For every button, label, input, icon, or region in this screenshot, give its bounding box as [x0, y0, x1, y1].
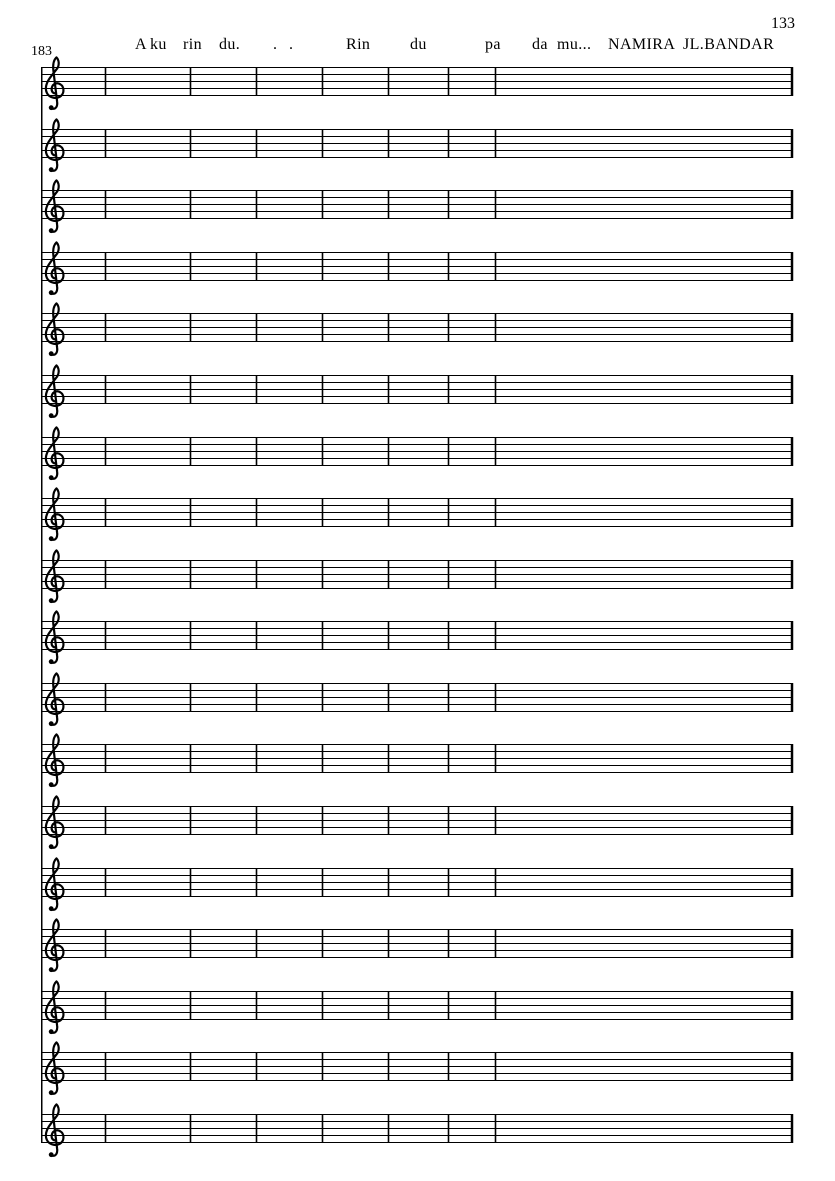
lyric-syllable: mu...: [557, 36, 592, 53]
staff: [41, 981, 793, 1034]
lyric-syllable: A: [135, 36, 147, 53]
treble-clef-icon: [46, 796, 64, 849]
staff: [41, 611, 793, 664]
staff: [41, 57, 793, 110]
lyric-syllable: rin: [183, 36, 202, 53]
staff: [41, 303, 793, 356]
staff: [41, 488, 793, 541]
lyric-syllable: Rin: [346, 36, 371, 53]
staff: [41, 796, 793, 849]
staff: [41, 180, 793, 233]
treble-clef-icon: [46, 919, 64, 972]
staff: [41, 858, 793, 911]
treble-clef-icon: [46, 550, 64, 603]
measure-number: 183: [31, 44, 52, 59]
lyric-syllable: .: [273, 36, 278, 53]
staff: [41, 1104, 793, 1157]
lyric-syllable: du: [410, 36, 427, 53]
staff: [41, 919, 793, 972]
lyric-syllable: NAMIRA: [608, 36, 676, 53]
treble-clef-icon: [46, 1104, 64, 1157]
treble-clef-icon: [46, 858, 64, 911]
staff: [41, 427, 793, 480]
treble-clef-icon: [46, 119, 64, 172]
treble-clef-icon: [46, 734, 64, 787]
staff: [41, 242, 793, 295]
lyric-syllable: JL.BANDAR: [683, 36, 775, 53]
lyric-syllable: da: [532, 36, 548, 53]
treble-clef-icon: [46, 427, 64, 480]
treble-clef-icon: [46, 180, 64, 233]
staff: [41, 119, 793, 172]
staff: [41, 550, 793, 603]
treble-clef-icon: [46, 1042, 64, 1095]
staff: [41, 734, 793, 787]
treble-clef-icon: [46, 57, 64, 110]
staff: [41, 673, 793, 726]
treble-clef-icon: [46, 242, 64, 295]
treble-clef-icon: [46, 303, 64, 356]
page-number: 133: [771, 15, 795, 32]
staff: [41, 1042, 793, 1095]
treble-clef-icon: [46, 488, 64, 541]
lyric-syllable: .: [289, 36, 294, 53]
staff: [41, 365, 793, 418]
lyric-syllable: ku: [150, 36, 167, 53]
treble-clef-icon: [46, 981, 64, 1034]
treble-clef-icon: [46, 673, 64, 726]
lyric-syllable: du.: [219, 36, 241, 53]
treble-clef-icon: [46, 365, 64, 418]
treble-clef-icon: [46, 611, 64, 664]
lyric-syllable: pa: [485, 36, 501, 53]
